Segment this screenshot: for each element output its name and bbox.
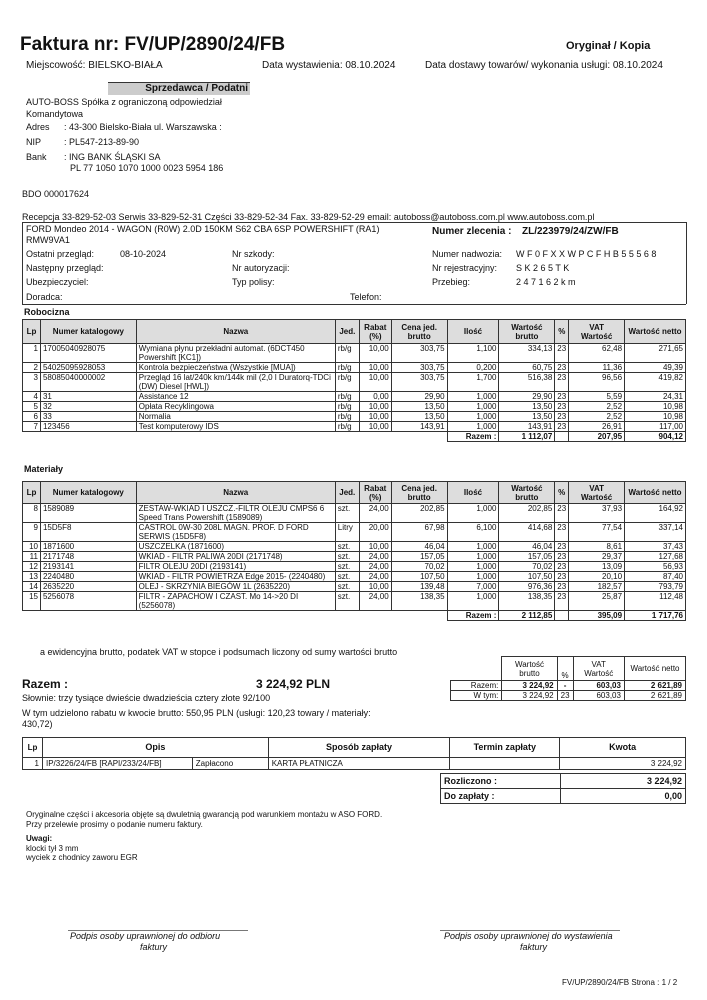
parts-cell-unit: Litry — [335, 523, 359, 542]
col-discount: Rabat (%) — [359, 482, 391, 504]
labor-cell-brutto: 516,38 — [499, 373, 555, 392]
parts-cell-brutto: 107,50 — [499, 572, 555, 582]
payment-method: KARTA PŁATNICZA — [268, 758, 450, 770]
signature-issuer-label-2: faktury — [520, 942, 548, 952]
labor-cell-qty: 0,200 — [447, 363, 499, 373]
parts-cell-pct: 23 — [555, 552, 569, 562]
seller-name: AUTO-BOSS Spółka z ograniczoną odpowiedział — [26, 97, 222, 107]
parts-cell-qty: 1,000 — [447, 572, 499, 582]
labor-cell-price: 13,50 — [391, 402, 447, 412]
parts-cell-cat: 1589089 — [40, 504, 136, 523]
vat-summary-net-header: Wartość netto — [624, 657, 685, 681]
parts-cell-name: FILTR OLEJU 20DI (2193141) — [136, 562, 335, 572]
payment-desc-header: Opis — [42, 738, 268, 758]
parts-cell-pct: 23 — [555, 572, 569, 582]
parts-cell-cat: 1871600 — [40, 542, 136, 552]
invoice-title: Faktura nr: FV/UP/2890/24/FB — [20, 34, 286, 55]
col-unit: Jed. — [335, 320, 359, 344]
labor-cell-pct: 23 — [555, 412, 569, 422]
registration-label: Nr rejestracyjny: — [432, 263, 498, 273]
parts-cell-netto: 37,43 — [625, 542, 686, 552]
advisor-label: Doradca: — [26, 292, 63, 302]
labor-cell-unit: rb/g — [335, 363, 359, 373]
parts-cell-unit: szt. — [335, 504, 359, 523]
col-unit-price: Cena jed. brutto — [391, 320, 447, 344]
labor-cell-price: 13,50 — [391, 412, 447, 422]
due-amount: 0,00 — [561, 789, 686, 804]
labor-row — [23, 363, 686, 373]
labor-cell-netto: 49,39 — [625, 363, 686, 373]
labor-cell-lp: 7 — [23, 422, 41, 432]
parts-cell-name: FILTR - ZAPACHOW I CZAST. Mo 14->20 DI (5256078) — [136, 592, 335, 611]
labor-cell-unit: rb/g — [335, 402, 359, 412]
labor-cell-vat: 62,48 — [569, 344, 625, 363]
parts-cell-qty: 1,000 — [447, 504, 499, 523]
col-pct: % — [555, 482, 569, 504]
parts-cell-brutto: 414,68 — [499, 523, 555, 542]
order-number-label: Numer zlecenia : — [432, 226, 512, 237]
labor-cell-rabat: 10,00 — [359, 402, 391, 412]
vat-summary-rate-gross: 3 224,92 — [502, 691, 557, 701]
seller-heading: Sprzedawca / Podatni — [108, 82, 250, 95]
parts-cell-brutto: 976,36 — [499, 582, 555, 592]
parts-cell-unit: szt. — [335, 542, 359, 552]
labor-cell-pct: 23 — [555, 363, 569, 373]
parts-cell-price: 139,48 — [391, 582, 447, 592]
parts-row — [23, 542, 686, 552]
labor-section-title: Robocizna — [24, 307, 70, 317]
vat-summary-total-gross: 3 224,92 — [502, 681, 557, 691]
labor-cell-price: 303,75 — [391, 344, 447, 363]
parts-cell-rabat: 24,00 — [359, 504, 391, 523]
parts-cell-qty: 1,000 — [447, 552, 499, 562]
parts-cell-qty: 1,000 — [447, 592, 499, 611]
next-review-label: Następny przegląd: — [26, 263, 104, 273]
vin-label: Numer nadwozia: — [432, 249, 503, 259]
parts-cell-brutto: 138,35 — [499, 592, 555, 611]
labor-row — [23, 373, 686, 392]
remark-1: klocki tył 3 mm — [26, 844, 79, 853]
labor-cell-lp: 1 — [23, 344, 41, 363]
parts-cell-brutto: 46,04 — [499, 542, 555, 552]
labor-cell-netto: 419,82 — [625, 373, 686, 392]
phone-label: Telefon: — [350, 292, 382, 302]
labor-cell-netto: 271,65 — [625, 344, 686, 363]
labor-cell-price: 303,75 — [391, 373, 447, 392]
vat-summary-rate-vat: 603,03 — [573, 691, 624, 701]
labor-cell-vat: 11,36 — [569, 363, 625, 373]
parts-cell-pct: 23 — [555, 582, 569, 592]
last-review-label: Ostatni przegląd: — [26, 249, 95, 259]
total-label: Razem : — [22, 677, 69, 691]
col-lp: Lp — [23, 320, 41, 344]
labor-row — [23, 402, 686, 412]
parts-cell-brutto: 157,05 — [499, 552, 555, 562]
labor-cell-lp: 3 — [23, 373, 41, 392]
col-name: Nazwa — [136, 320, 335, 344]
labor-cell-cat: 17005040928075 — [40, 344, 136, 363]
labor-sum-row — [23, 432, 686, 442]
parts-cell-rabat: 24,00 — [359, 552, 391, 562]
labor-cell-cat: 58085040000002 — [40, 373, 136, 392]
labor-cell-cat: 33 — [40, 412, 136, 422]
parts-cell-lp: 11 — [23, 552, 41, 562]
labor-cell-unit: rb/g — [335, 392, 359, 402]
parts-section-title: Materiały — [24, 464, 64, 474]
labor-sum-label: Razem : — [447, 432, 499, 442]
warranty-note: Oryginalne części i akcesoria objęte są dwuletnią gwarancją pod warunkiem montażu w ASO FORD. — [26, 810, 383, 819]
total-amount: 3 224,92 PLN — [256, 677, 331, 691]
labor-cell-name: Opłata Recyklingowa — [136, 402, 335, 412]
labor-cell-price: 303,75 — [391, 363, 447, 373]
parts-cell-name: OLEJ - SKRZYNIA BIEGÓW 1L (2635220) — [136, 582, 335, 592]
labor-sum-net: 904,12 — [625, 432, 686, 442]
labor-cell-pct: 23 — [555, 392, 569, 402]
vat-summary-total-net: 2 621,89 — [624, 681, 685, 691]
labor-cell-pct: 23 — [555, 373, 569, 392]
parts-cell-unit: szt. — [335, 572, 359, 582]
labor-cell-vat: 5,59 — [569, 392, 625, 402]
labor-cell-qty: 1,000 — [447, 392, 499, 402]
labor-row — [23, 392, 686, 402]
labor-cell-qty: 1,000 — [447, 412, 499, 422]
col-vat: VAT Wartość — [569, 482, 625, 504]
parts-cell-netto: 56,93 — [625, 562, 686, 572]
contact-line: Recepcja 33-829-52-03 Serwis 33-829-52-31 Części 33-829-52-34 Fax. 33-829-52-29 email: autoboss@autoboss.com.pl www.autoboss.com.pl — [22, 212, 595, 222]
vat-summary-rate-net: 2 621,89 — [624, 691, 685, 701]
parts-cell-vat: 8,61 — [569, 542, 625, 552]
parts-cell-netto: 87,40 — [625, 572, 686, 582]
labor-cell-rabat: 0,00 — [359, 392, 391, 402]
parts-cell-rabat: 20,00 — [359, 523, 391, 542]
policy-label: Typ polisy: — [232, 277, 275, 287]
parts-cell-price: 70,02 — [391, 562, 447, 572]
labor-cell-brutto: 29,90 — [499, 392, 555, 402]
parts-cell-price: 138,35 — [391, 592, 447, 611]
labor-cell-lp: 6 — [23, 412, 41, 422]
parts-cell-brutto: 202,85 — [499, 504, 555, 523]
vehicle-code: RMW9VA1 — [26, 235, 70, 245]
parts-sum-label: Razem : — [447, 611, 499, 621]
parts-cell-vat: 20,10 — [569, 572, 625, 582]
original-copy-label: Oryginał / Kopia — [566, 40, 651, 52]
vehicle-model: FORD Mondeo 2014 - WAGON (R0W) 2.0D 150KM S62 CBA 6SP POWERSHIFT (RA1) — [26, 224, 380, 234]
total-in-words: Słownie: trzy tysiące dwieście dwadzieścia cztery złote 92/100 — [22, 693, 271, 703]
parts-cell-name: CASTROL 0W-30 208L MAGN. PROF. D FORD SERWIS (15D5F8) — [136, 523, 335, 542]
parts-cell-brutto: 70,02 — [499, 562, 555, 572]
labor-cell-vat: 26,91 — [569, 422, 625, 432]
parts-cell-lp: 10 — [23, 542, 41, 552]
parts-cell-unit: szt. — [335, 552, 359, 562]
parts-cell-cat: 2193141 — [40, 562, 136, 572]
parts-cell-vat: 13,09 — [569, 562, 625, 572]
vat-summary-vat-header: VAT Wartość — [573, 657, 624, 681]
vin: W F 0 F X X W P C F H B 5 5 5 6 8 — [516, 249, 657, 259]
parts-cell-lp: 8 — [23, 504, 41, 523]
parts-cell-cat: 2171748 — [40, 552, 136, 562]
parts-cell-netto: 164,92 — [625, 504, 686, 523]
labor-cell-qty: 1,000 — [447, 422, 499, 432]
labor-cell-vat: 96,56 — [569, 373, 625, 392]
parts-cell-pct: 23 — [555, 562, 569, 572]
parts-cell-rabat: 10,00 — [359, 542, 391, 552]
labor-cell-lp: 4 — [23, 392, 41, 402]
parts-cell-cat: 5256078 — [40, 592, 136, 611]
last-review: 08-10-2024 — [120, 249, 167, 259]
labor-cell-netto: 10,98 — [625, 412, 686, 422]
labor-sum-vat: 207,95 — [569, 432, 625, 442]
labor-cell-rabat: 10,00 — [359, 344, 391, 363]
payment-lp: 1 — [23, 758, 43, 770]
labor-table — [22, 319, 686, 442]
labor-row — [23, 344, 686, 363]
parts-cell-vat: 25,87 — [569, 592, 625, 611]
labor-cell-name: Normalia — [136, 412, 335, 422]
parts-cell-netto: 337,14 — [625, 523, 686, 542]
seller-name-2: Komandytowa — [26, 109, 84, 119]
col-qty: Ilość — [447, 482, 499, 504]
parts-cell-lp: 15 — [23, 592, 41, 611]
labor-cell-pct: 23 — [555, 402, 569, 412]
labor-cell-name: Wymiana płynu przekładni automat. (6DCT450 Powershift [KC1]) — [136, 344, 335, 363]
seller-address: : 43-300 Bielsko-Biała ul. Warszawska : — [64, 122, 222, 132]
parts-sum-net: 1 717,76 — [625, 611, 686, 621]
labor-cell-cat: 32 — [40, 402, 136, 412]
place-label: Miejscowość: BIELSKO-BIAŁA — [26, 60, 163, 71]
parts-cell-lp: 14 — [23, 582, 41, 592]
col-gross: Wartość brutto — [499, 320, 555, 344]
col-lp: Lp — [23, 482, 41, 504]
discount-info: W tym udzielono rabatu w kwocie brutto: 550,95 PLN (usługi: 120,23 towary / materiały: — [22, 708, 371, 718]
parts-cell-vat: 77,54 — [569, 523, 625, 542]
labor-cell-brutto: 13,50 — [499, 402, 555, 412]
labor-cell-price: 143,91 — [391, 422, 447, 432]
labor-cell-unit: rb/g — [335, 373, 359, 392]
labor-cell-name: Kontrola bezpieczeństwa (Wszystkie [MUA]) — [136, 363, 335, 373]
payment-term-header: Termin zapłaty — [450, 738, 560, 758]
payment-table — [22, 737, 686, 770]
labor-cell-qty: 1,100 — [447, 344, 499, 363]
signature-issuer-label: Podpis osoby uprawnionej do wystawienia — [444, 931, 613, 941]
labor-cell-rabat: 10,00 — [359, 363, 391, 373]
parts-row — [23, 562, 686, 572]
parts-cell-rabat: 24,00 — [359, 562, 391, 572]
transfer-note: Przy przelewie prosimy o podanie numeru faktury. — [26, 820, 203, 829]
parts-cell-pct: 23 — [555, 592, 569, 611]
labor-cell-netto: 117,00 — [625, 422, 686, 432]
col-pct: % — [555, 320, 569, 344]
parts-cell-unit: szt. — [335, 592, 359, 611]
parts-cell-unit: szt. — [335, 582, 359, 592]
parts-cell-rabat: 10,00 — [359, 582, 391, 592]
parts-cell-cat: 2635220 — [40, 582, 136, 592]
parts-cell-vat: 37,93 — [569, 504, 625, 523]
parts-cell-qty: 7,000 — [447, 582, 499, 592]
payment-desc: IP/3226/24/FB [RAPI/233/24/FB] — [42, 758, 192, 770]
labor-cell-vat: 2,52 — [569, 402, 625, 412]
payment-lp-header: Lp — [23, 738, 43, 758]
labor-cell-brutto: 143,91 — [499, 422, 555, 432]
settled-label: Rozliczono : — [441, 774, 561, 789]
payment-method-header: Sposób zapłaty — [268, 738, 450, 758]
parts-cell-vat: 182,57 — [569, 582, 625, 592]
col-catalog: Numer katalogowy — [40, 320, 136, 344]
parts-cell-rabat: 24,00 — [359, 572, 391, 582]
labor-cell-qty: 1,000 — [447, 402, 499, 412]
authorization-label: Nr autoryzacji: — [232, 263, 290, 273]
vat-summary-gross-header: Wartość brutto — [502, 657, 557, 681]
signature-receiver-label-2: faktury — [140, 942, 168, 952]
labor-cell-netto: 24,31 — [625, 392, 686, 402]
labor-cell-rabat: 10,00 — [359, 373, 391, 392]
labor-cell-pct: 23 — [555, 344, 569, 363]
seller-nip: : PL547-213-89-90 — [64, 137, 140, 147]
parts-sum-row — [23, 611, 686, 621]
parts-cell-price: 202,85 — [391, 504, 447, 523]
col-catalog: Numer katalogowy — [40, 482, 136, 504]
labor-row — [23, 422, 686, 432]
discount-info-2: 430,72) — [22, 719, 53, 729]
col-name: Nazwa — [136, 482, 335, 504]
col-qty: Ilość — [447, 320, 499, 344]
parts-cell-pct: 23 — [555, 504, 569, 523]
labor-cell-name: Przegląd 16 lat/240k km/144k mil (2,0 l Duratorq-TDCi (DW) Diesel [HWL]) — [136, 373, 335, 392]
parts-cell-name: WKIAD - FILTR POWIETRZA Edge 2015- (2240480) — [136, 572, 335, 582]
parts-cell-netto: 127,68 — [625, 552, 686, 562]
issue-date: Data wystawienia: 08.10.2024 — [262, 60, 396, 71]
parts-cell-pct: 23 — [555, 542, 569, 552]
parts-cell-price: 46,04 — [391, 542, 447, 552]
labor-cell-rabat: 10,00 — [359, 412, 391, 422]
parts-row — [23, 523, 686, 542]
seller-address-label: Adres — [26, 122, 50, 132]
parts-sum-gross: 2 112,85 — [499, 611, 555, 621]
vat-summary-total-pct: - — [557, 681, 573, 691]
parts-cell-price: 67,98 — [391, 523, 447, 542]
parts-cell-price: 107,50 — [391, 572, 447, 582]
labor-cell-unit: rb/g — [335, 422, 359, 432]
parts-cell-rabat: 24,00 — [359, 592, 391, 611]
parts-row — [23, 592, 686, 611]
parts-cell-vat: 29,37 — [569, 552, 625, 562]
seller-account: PL 77 1050 1070 1000 0023 5954 186 — [70, 163, 224, 173]
parts-cell-name: WKIAD - FILTR PALIWA 20DI (2171748) — [136, 552, 335, 562]
labor-cell-unit: rb/g — [335, 344, 359, 363]
vat-summary-pct-header: % — [557, 657, 573, 681]
col-net: Wartość netto — [625, 320, 686, 344]
vat-summary-rate-pct: 23 — [557, 691, 573, 701]
parts-cell-netto: 793,79 — [625, 582, 686, 592]
parts-row — [23, 504, 686, 523]
labor-cell-brutto: 334,13 — [499, 344, 555, 363]
labor-cell-brutto: 60,75 — [499, 363, 555, 373]
remark-2: wyciek z chodnicy zaworu EGR — [26, 853, 138, 862]
labor-cell-cat: 54025095928053 — [40, 363, 136, 373]
parts-cell-name: ZESTAW-WKIAD I USZCZ.-FILTR OLEJU CMPS6 6 Speed Trans Powershift (1589089) — [136, 504, 335, 523]
labor-cell-lp: 2 — [23, 363, 41, 373]
summary-note: a ewidencyjna brutto, podatek VAT w stopce i podsumach liczony od sumy wartości brutto — [40, 647, 398, 657]
parts-row — [23, 552, 686, 562]
seller-bank-label: Bank — [26, 152, 47, 162]
seller-bank: : ING BANK ŚLĄSKI SA — [64, 152, 161, 162]
labor-row — [23, 412, 686, 422]
vat-summary-table — [450, 656, 686, 701]
payment-amount: 3 224,92 — [560, 758, 686, 770]
page-number: FV/UP/2890/24/FB Strona : 1 / 2 — [562, 978, 678, 987]
parts-cell-cat: 15D5F8 — [40, 523, 136, 542]
signature-receiver-label: Podpis osoby uprawnionej do odbioru — [70, 931, 221, 941]
payment-status: Zapłacono — [192, 758, 268, 770]
mileage: 2 4 7 1 6 2 k m — [516, 277, 576, 287]
due-label: Do zapłaty : — [441, 789, 561, 804]
col-gross: Wartość brutto — [499, 482, 555, 504]
parts-cell-qty: 1,000 — [447, 542, 499, 552]
col-unit: Jed. — [335, 482, 359, 504]
parts-cell-lp: 9 — [23, 523, 41, 542]
seller-nip-label: NIP — [26, 137, 42, 147]
labor-cell-price: 29,90 — [391, 392, 447, 402]
col-net: Wartość netto — [625, 482, 686, 504]
labor-cell-rabat: 10,00 — [359, 422, 391, 432]
parts-table — [22, 481, 686, 621]
labor-cell-unit: rb/g — [335, 412, 359, 422]
col-unit-price: Cena jed. brutto — [391, 482, 447, 504]
parts-cell-unit: szt. — [335, 562, 359, 572]
labor-cell-cat: 31 — [40, 392, 136, 402]
labor-cell-brutto: 13,50 — [499, 412, 555, 422]
settled-amount: 3 224,92 — [561, 774, 686, 789]
registration: S K 2 6 5 T K — [516, 263, 570, 273]
parts-cell-netto: 112,48 — [625, 592, 686, 611]
labor-cell-netto: 10,98 — [625, 402, 686, 412]
delivery-date: Data dostawy towarów/ wykonania usługi: 08.10.2024 — [425, 60, 663, 71]
parts-cell-qty: 1,000 — [447, 562, 499, 572]
order-number: ZL/223979/24/ZW/FB — [522, 226, 619, 237]
parts-cell-cat: 2240480 — [40, 572, 136, 582]
parts-cell-lp: 13 — [23, 572, 41, 582]
mileage-label: Przebieg: — [432, 277, 471, 287]
labor-cell-name: Test komputerowy IDS — [136, 422, 335, 432]
labor-cell-name: Assistance 12 — [136, 392, 335, 402]
parts-row — [23, 572, 686, 582]
col-discount: Rabat (%) — [359, 320, 391, 344]
labor-cell-qty: 1,700 — [447, 373, 499, 392]
remarks-label: Uwagi: — [26, 834, 53, 843]
labor-sum-gross: 1 112,07 — [499, 432, 555, 442]
parts-cell-name: USZCZELKA (1871600) — [136, 542, 335, 552]
parts-cell-price: 157,05 — [391, 552, 447, 562]
vat-summary-rate-label: W tym: — [451, 691, 502, 701]
vat-summary-total-label: Razem: — [451, 681, 502, 691]
insurer-label: Ubezpieczyciel: — [26, 277, 89, 287]
bdo-number: BDO 000017624 — [22, 189, 90, 199]
parts-row — [23, 582, 686, 592]
settlement-table — [440, 773, 686, 804]
labor-cell-vat: 2,52 — [569, 412, 625, 422]
parts-cell-pct: 23 — [555, 523, 569, 542]
payment-amount-header: Kwota — [560, 738, 686, 758]
vat-summary-total-vat: 603,03 — [573, 681, 624, 691]
labor-cell-lp: 5 — [23, 402, 41, 412]
parts-cell-qty: 6,100 — [447, 523, 499, 542]
parts-cell-lp: 12 — [23, 562, 41, 572]
labor-cell-cat: 123456 — [40, 422, 136, 432]
claim-label: Nr szkody: — [232, 249, 275, 259]
parts-sum-vat: 395,09 — [569, 611, 625, 621]
col-vat: VAT Wartość — [569, 320, 625, 344]
labor-cell-pct: 23 — [555, 422, 569, 432]
